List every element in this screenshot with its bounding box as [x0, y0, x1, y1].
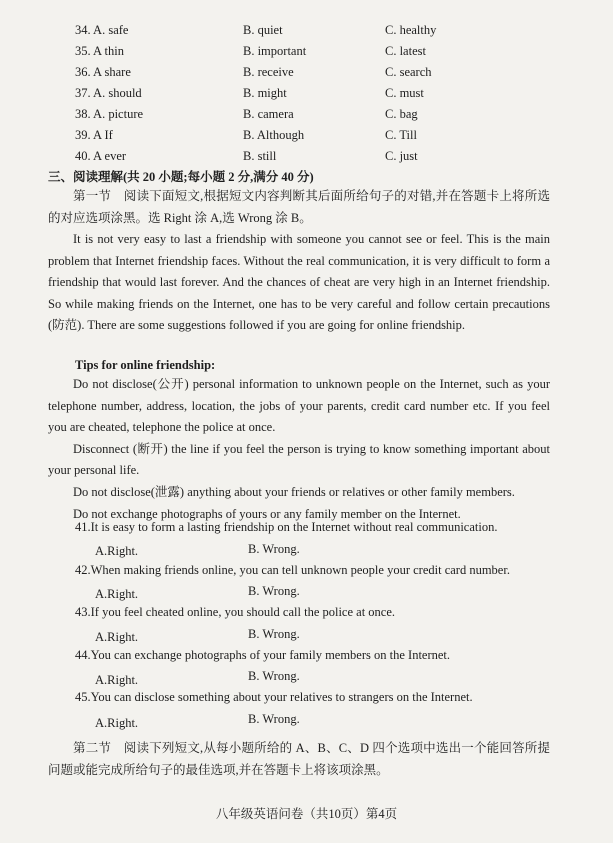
option-a: 34. A. safe [75, 23, 129, 37]
answer-right: A.Right. [95, 673, 139, 687]
instruction-text: 第一节 阅读下面短文,根据短文内容判断其后面所给句子的对错,并在答题卡上将所选的对应选项涂黑。选 Right 涂 A,选 Wrong 涂 B。 [48, 189, 550, 225]
question-44: 44.You can exchange photographs of your family members on the Internet. [75, 648, 451, 662]
answer-wrong: B. Wrong. [248, 542, 300, 556]
option-c: C. just [385, 149, 418, 163]
option-a: 37. A. should [75, 86, 142, 100]
option-c: C. Till [385, 128, 417, 142]
section-heading: 三、阅读理解(共 20 小题;每小题 2 分,满分 40 分) [48, 170, 314, 184]
option-b: B. Although [243, 128, 305, 142]
answer-wrong: B. Wrong. [248, 669, 300, 683]
tips-heading: Tips for online friendship: [75, 358, 216, 372]
question-43: 43.If you feel cheated online, you should call the police at once. [75, 605, 396, 619]
question-42: 42.When making friends online, you can tell unknown people your credit card number. [75, 563, 510, 577]
part1-instruction [48, 186, 550, 229]
tip-item: Do not exchange photographs of yours or any family member on the Internet. [73, 506, 461, 521]
option-b: B. camera [243, 107, 294, 121]
answer-wrong: B. Wrong. [248, 712, 300, 726]
answer-right: A.Right. [95, 587, 139, 601]
question-45: 45.You can disclose something about your relatives to strangers on the Internet. [75, 690, 473, 704]
instruction-text: 第二节 阅读下列短文,从每小题所给的 A、B、C、D 四个选项中选出一个能回答所提问题或能完成所给句子的最佳选项,并在答题卡上将该项涂黑。 [48, 741, 550, 777]
tip-item: Disconnect (断开) the line if you feel the person is trying to know something important about your personal life. [48, 441, 550, 478]
option-a: 39. A If [75, 128, 113, 142]
answer-wrong: B. Wrong. [248, 584, 300, 598]
answer-wrong: B. Wrong. [248, 627, 300, 641]
passage [48, 229, 550, 337]
answer-right: A.Right. [95, 544, 139, 558]
answer-right: A.Right. [95, 716, 139, 730]
option-c: C. bag [385, 107, 418, 121]
question-41: 41.It is easy to form a lasting friendship on the Internet without real communication. [75, 520, 498, 534]
option-a: 38. A. picture [75, 107, 144, 121]
option-c: C. healthy [385, 23, 437, 37]
option-b: B. important [243, 44, 307, 58]
tips-list [48, 374, 550, 525]
tip-item: Do not disclose(公开) personal information to unknown people on the Internet, such as your telephone number, address, location, the jobs of your parents, credit card number etc. If you feel you are cheated, telephone the police at once. [48, 377, 550, 435]
option-c: C. search [385, 65, 432, 79]
option-b: B. receive [243, 65, 294, 79]
part2-instruction [48, 738, 550, 781]
option-b: B. still [243, 149, 277, 163]
option-a: 35. A thin [75, 44, 124, 58]
option-b: B. might [243, 86, 287, 100]
option-c: C. latest [385, 44, 426, 58]
tip-item: Do not disclose(泄露) anything about your friends or relatives or other family members. [73, 484, 515, 499]
answer-right: A.Right. [95, 630, 139, 644]
option-b: B. quiet [243, 23, 283, 37]
option-a: 36. A share [75, 65, 131, 79]
option-c: C. must [385, 86, 424, 100]
page-footer: 八年级英语问卷（共10页）第4页 [215, 807, 398, 821]
option-a: 40. A ever [75, 149, 127, 163]
passage-paragraph: It is not very easy to last a friendship with someone you cannot see or feel. This is the main problem that Internet friendship faces. Without the real communication, it is very difficult to form a friendship that would last forever. And the chances of cheat are very high in an Internet friendship. So while making friends on the Internet, one has to be very careful and follow certain precautions (防范). There are some suggestions followed if you are going for online friendship. [48, 232, 550, 333]
